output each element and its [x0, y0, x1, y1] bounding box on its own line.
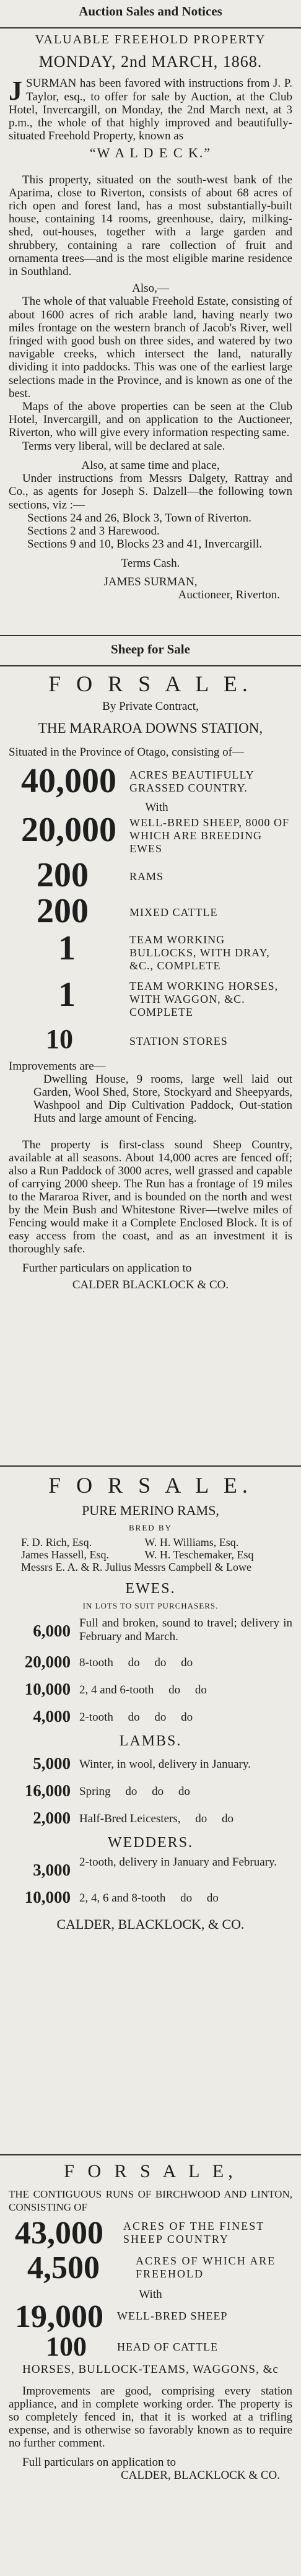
number: 20,000 [24, 1653, 71, 1671]
paragraph: The whole of that valuable Freehold Estate, consisting of about 1600 acres of rich arable land, having nearly two miles frontage on the western branch of Jacob's River, well fringed with good bush on three sides, and watered by two navigable creeks, which intersect the land, naturally dividing it into paddocks. This was one of the earliest large selections made in the Province, and is known as one of the best. [9, 295, 292, 400]
divider [0, 2154, 301, 2155]
auction-notice [0, 33, 301, 601]
divider [0, 1465, 301, 1467]
stock-list [9, 2217, 292, 2360]
table-cell: James Hassell, Esq. [21, 1548, 109, 1561]
list-item [21, 1025, 292, 1054]
ad-headline: F O R S A L E. [48, 671, 253, 696]
ewes-list [9, 1617, 292, 1726]
number: 10,000 [24, 1680, 71, 1698]
paragraph: The property is first-class sound Sheep Country, available at all seasons. About 14,000 acres are fenced off; also a Run Paddock of 3000 acres, well grassed and capable of carrying 2000 sheep. The Run has a frontage of 19 miles to the Mararoa River, and is bounded on the north and west by the Mein Bush and Whitestone River—twelve miles of Fencing would make it a Complete Enclosed Block. It is of easy access from the coast, and as an investment it is thoroughly safe. [9, 1138, 292, 1255]
table-cell: F. D. Rich, Esq. [21, 1536, 92, 1548]
ad-headline: F O R S A L E. [48, 1473, 253, 1498]
date-line: MONDAY, 2nd MARCH, 1868. [38, 53, 263, 71]
number: 2,000 [33, 1809, 71, 1827]
ad-sub: By Private Contract, [102, 700, 199, 713]
terms-line: Terms very liberal, will be declared at sale. [22, 439, 225, 453]
number: 16,000 [24, 1781, 71, 1800]
list-item [21, 856, 292, 894]
item-desc: 2-tooth, delivery in January and February. [79, 1856, 277, 1869]
list-item [9, 2217, 292, 2250]
lambs-list [9, 1754, 292, 1827]
firm-name: CALDER, BLACKLOCK & CO. [120, 2469, 280, 2482]
firm-name: CALDER, BLACKLOCK, & CO. [56, 1916, 245, 1932]
ad-merino-rams [0, 1472, 301, 1931]
big-number: 43,000 [15, 2216, 103, 2251]
table-cell: W. H. Williams, Esq. [144, 1536, 239, 1548]
breeders-last: Messrs E. A. & R. Julius Messrs Campbell & Lowe [21, 1561, 251, 1573]
list-item [21, 976, 292, 1019]
sheep-section [0, 642, 301, 657]
also-line: Also, at same time and place, [81, 458, 220, 472]
list-item [9, 1781, 292, 1800]
big-number: 1 [58, 929, 76, 967]
number: 3,000 [33, 1861, 71, 1879]
divider [0, 635, 301, 636]
with-line: With [139, 2288, 162, 2301]
list-item [21, 929, 292, 972]
bred-by: BRED BY [129, 1523, 172, 1532]
ad-birchwood-linton [0, 2159, 301, 2482]
list-item [9, 1680, 292, 1698]
item-desc: RAMS [129, 870, 164, 883]
item-desc: 2, 4, 6 and 8-tooth do do [79, 1892, 219, 1905]
item-desc: TEAM WORKING BULLOCKS, WITH DRAY, &C., COMPLETE [129, 933, 270, 972]
ewes-note: IN LOTS TO SUIT PURCHASERS. [82, 1601, 219, 1610]
list-item [9, 2301, 292, 2333]
ad-headline: F O R S A L E, [64, 2161, 237, 2181]
divider [0, 665, 301, 666]
terms-cash: Terms Cash. [121, 557, 180, 570]
list-item [9, 1754, 292, 1773]
big-number: 10 [46, 1024, 73, 1054]
divider [0, 27, 301, 28]
list-item: Sections 2 and 3 Harewood. [27, 524, 160, 538]
list-item [21, 892, 292, 930]
list-item [9, 1653, 292, 1671]
item-desc: ACRES OF THE FINEST SHEEP COUNTRY [123, 2220, 264, 2245]
also-line: Also,— [132, 282, 169, 295]
big-number: 19,000 [15, 2299, 103, 2334]
ad-mararoa [0, 670, 301, 1291]
item-desc: HEAD OF CATTLE [117, 2341, 218, 2353]
big-number: 100 [46, 2331, 87, 2362]
paragraph: Improvements are good, comprising every station appliance, and in complete working order. The property is so completely fenced in, that it is worked at a trifling expense, and is otherwise so favorably known as to require no further comment. [9, 2385, 292, 2450]
property-name: “W A L D E C K.” [89, 145, 212, 161]
big-number: 200 [37, 856, 89, 894]
item-desc: WELL-BRED SHEEP [117, 2310, 228, 2322]
list-item: Sections 9 and 10, Blocks 23 and 41, Invercargill. [27, 538, 263, 551]
list-item [9, 1809, 292, 1827]
list-item [9, 1888, 292, 1906]
number: 10,000 [24, 1888, 71, 1906]
ad-intro: THE CONTIGUOUS RUNS OF BIRCHWOOD AND LINTON, CONSISTING OF [9, 2188, 292, 2213]
stock-list [9, 762, 292, 1054]
intro-paragraph [9, 77, 292, 142]
drop-cap: J [9, 76, 22, 107]
big-number: 4,500 [27, 2250, 100, 2286]
wedders-title: WEDDERS. [108, 1835, 193, 1851]
situated-line: Situated in the Province of Otago, consisting of— [9, 746, 244, 759]
item-desc: 2-tooth do do do [79, 1711, 193, 1724]
section-title-sheep: Sheep for Sale [111, 642, 190, 657]
intro-text: SURMAN has been favored with instructions from J. P. Taylor, esq., to offer for sale by Auction, at the Club Hotel, Invercargill, on Monday, the 2nd March next, at 3 p.m., the whole of that highly improved and beautifully-situated Freehold Property, known as [9, 77, 292, 143]
item-desc: Winter, in wool, delivery in January. [79, 1758, 251, 1771]
item-desc: ACRES OF WHICH ARE FREEHOLD [136, 2255, 276, 2280]
table-row [9, 1536, 292, 1548]
item-desc: Half-Bred Leicesters, do do [79, 1812, 234, 1825]
auctioneer-place: Auctioneer, Riverton. [178, 588, 280, 601]
station-name: THE MARAROA DOWNS STATION, [38, 720, 263, 736]
item-desc: Spring do do do [79, 1785, 190, 1798]
item-desc: WELL-BRED SHEEP, 8000 OF WHICH ARE BREEDING EWES [129, 816, 289, 855]
further-line: Full particulars on application to [22, 2456, 177, 2469]
sections-list [9, 512, 292, 551]
item-desc: 8-tooth do do do [79, 1656, 193, 1669]
paragraph: Under instructions from Messrs Dalgety, Rattray and Co., as agents for Joseph S. Dalzell—the following town sections, viz :— [9, 472, 292, 512]
ad-sub: PURE MERINO RAMS, [82, 1503, 219, 1518]
list-item [21, 762, 292, 800]
number: 4,000 [33, 1707, 71, 1726]
big-number: 40,000 [21, 762, 116, 800]
table-cell: W. H. Teschemaker, Esq [144, 1548, 254, 1561]
wedders-list [9, 1856, 292, 1906]
improvements-label: Improvements are— [9, 1060, 106, 1073]
number: 6,000 [33, 1622, 71, 1640]
list-item [9, 1856, 292, 1879]
with-line: With [145, 801, 168, 814]
list-item [9, 2252, 292, 2284]
headline: VALUABLE FREEHOLD PROPERTY [35, 33, 266, 46]
big-number: 1 [58, 976, 76, 1014]
list-item: Sections 24 and 26, Block 3, Town of Riverton. [27, 511, 251, 525]
further-line: Further particulars on application to [22, 1262, 192, 1275]
horses-line: HORSES, BULLOCK-TEAMS, WAGGONS, &c [22, 2363, 279, 2376]
list-item [9, 2333, 292, 2360]
item-desc: Full and broken, sound to travel; delivery in February and March. [79, 1617, 292, 1643]
paragraph: This property, situated on the south-west bank of the Aparima, close to Riverton, consists of about 68 acres of rich open and forest land, has a most substantially-built house, containing 14 rooms, greenhouse, dairy, milking-shed, out-houses, together with a large garden and shrubbery, containing a rare collection of fruit and ornamenta trees—and is the most eligible marine residence in Southland. [9, 173, 292, 279]
big-number: 20,000 [21, 811, 116, 849]
breeders-table [9, 1536, 292, 1561]
list-item [9, 1707, 292, 1726]
table-row [9, 1548, 292, 1561]
paragraph: Maps of the above properties can be seen at the Club Hotel, Invercargill, and on application to the Auctioneer, Riverton, who will give every information respecting same. [9, 400, 292, 440]
auction-section [0, 4, 301, 19]
list-item [9, 1617, 292, 1644]
item-desc: TEAM WORKING HORSES, WITH WAGGON, &C. COMPLETE [129, 980, 279, 1018]
section-title-auction: Auction Sales and Notices [79, 4, 222, 19]
ewes-title: EWES. [125, 1581, 176, 1597]
item-desc: ACRES BEAUTIFULLY GRASSED COUNTRY. [129, 769, 255, 794]
firm-name: CALDER BLACKLOCK & CO. [72, 1278, 229, 1291]
improvements-text: Dwelling House, 9 rooms, large well laid out Garden, Wool Shed, Store, Stockyard and Sheepyards, Washpool and Dip Cultivation Paddock, Out-station Huts and large amount of Fencing. [33, 1073, 292, 1125]
lambs-title: LAMBS. [119, 1733, 182, 1749]
big-number: 200 [37, 892, 89, 930]
auctioneer-name: JAMES SURMAN, [103, 575, 198, 588]
item-desc: MIXED CATTLE [129, 906, 218, 919]
list-item [21, 811, 292, 855]
item-desc: STATION STORES [129, 1035, 228, 1047]
item-desc: 2, 4 and 6-tooth do do [79, 1683, 207, 1696]
number: 5,000 [33, 1754, 71, 1773]
